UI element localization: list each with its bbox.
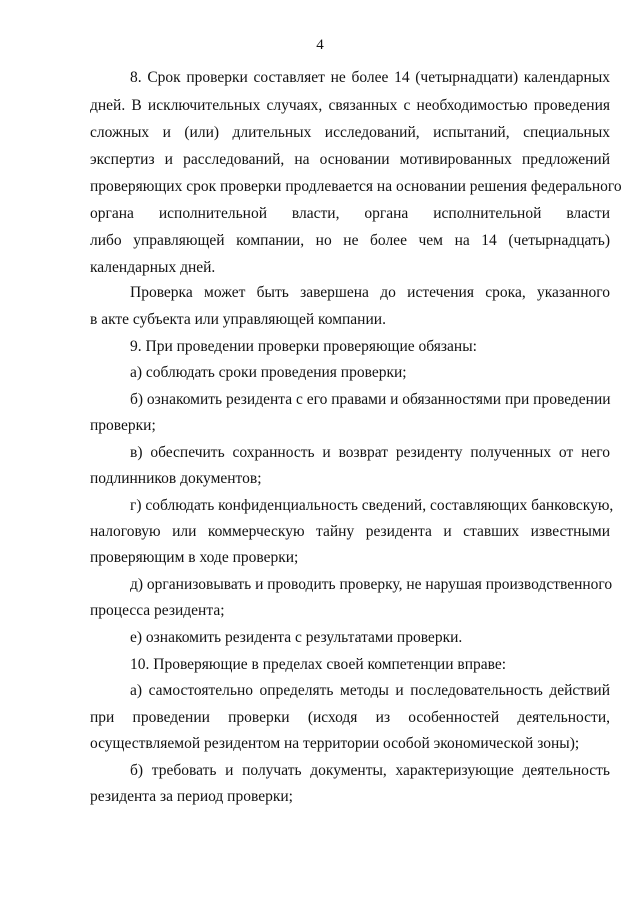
text-line: г) соблюдать конфиденциальность сведений, составляющих банковскую,	[130, 497, 614, 514]
text-line: органа исполнительной власти, органа исполнительной власти	[90, 205, 610, 222]
text-line: сложных и (или) длительных исследований, испытаний, специальных	[90, 124, 610, 141]
text-line: б) ознакомить резидента с его правами и обязанностями при проведении	[130, 391, 611, 408]
text-line: а) соблюдать сроки проведения проверки;	[130, 364, 407, 381]
text-line: проверяющим в ходе проверки;	[90, 549, 299, 566]
text-line: дней. В исключительных случаях, связанных с необходимостью проведения	[90, 97, 610, 114]
text-line: в акте субъекта или управляющей компании.	[90, 311, 386, 328]
text-line: а) самостоятельно определять методы и последовательность действий	[130, 682, 610, 699]
text-line: календарных дней.	[90, 259, 216, 276]
text-line: процесса резидента;	[90, 602, 225, 619]
text-line: 9. При проведении проверки проверяющие обязаны:	[130, 338, 477, 355]
text-line: 10. Проверяющие в пределах своей компетенции вправе:	[130, 656, 507, 673]
text-line: либо управляющей компании, но не более чем на 14 (четырнадцать)	[90, 232, 610, 249]
text-line: резидента за период проверки;	[90, 788, 293, 805]
text-line: проверки;	[90, 417, 156, 434]
text-line: проверяющих срок проверки продлевается на основании решения федерального	[90, 178, 622, 195]
page-number: 4	[316, 37, 324, 53]
text-line: 8. Срок проверки составляет не более 14 (четырнадцати) календарных	[130, 69, 610, 86]
text-line: Проверка может быть завершена до истечения срока, указанного	[130, 284, 610, 301]
text-line: подлинников документов;	[90, 470, 262, 487]
text-line: экспертиз и расследований, на основании мотивированных предложений	[90, 151, 610, 168]
text-line: в) обеспечить сохранность и возврат резиденту полученных от него	[130, 444, 610, 461]
text-line: б) требовать и получать документы, характеризующие деятельность	[130, 762, 610, 779]
text-line: д) организовывать и проводить проверку, не нарушая производственного	[130, 576, 613, 593]
text-line: е) ознакомить резидента с результатами проверки.	[130, 629, 463, 646]
text-line: при проведении проверки (исходя из особенностей деятельности,	[90, 709, 610, 726]
text-line: осуществляемой резидентом на территории особой экономической зоны);	[90, 735, 580, 752]
text-line: налоговую или коммерческую тайну резидента и ставших известными	[90, 523, 610, 540]
